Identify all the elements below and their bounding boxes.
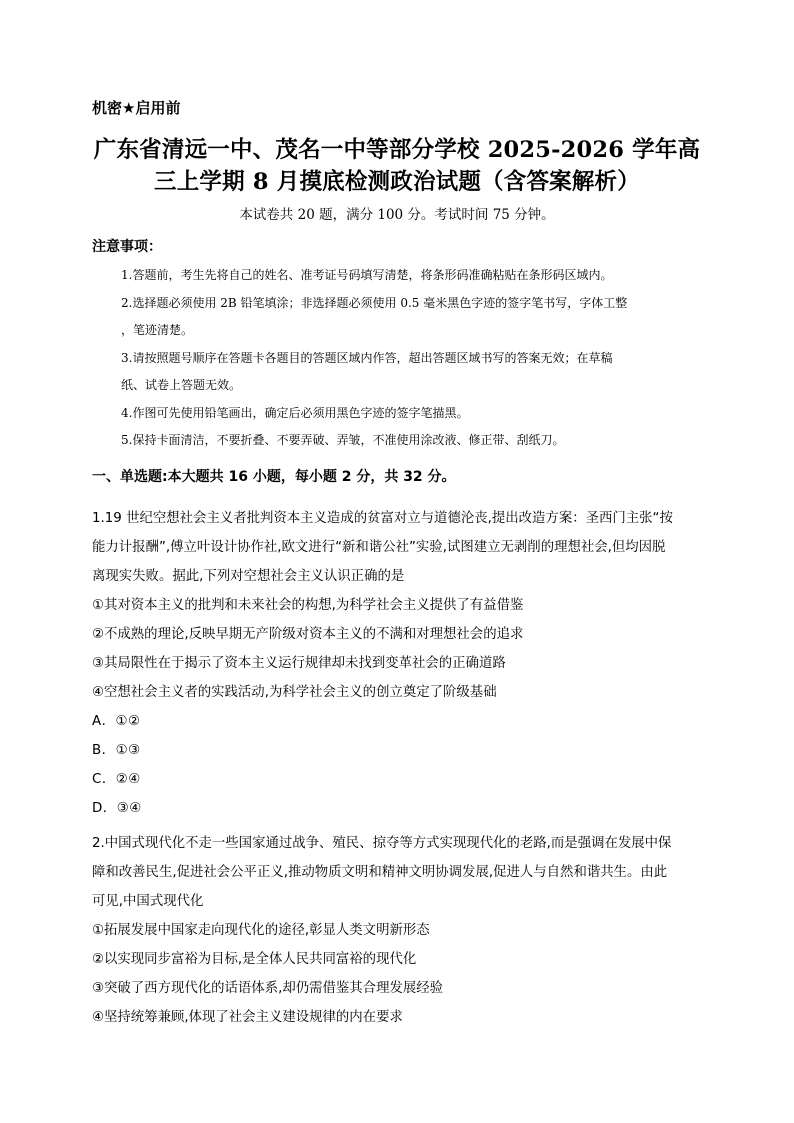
notice-item: 1.答题前，考生先将自己的姓名、准考证号码填写清楚，将条形码准确粘贴在条形码区域内。: [121, 268, 613, 282]
question-1-statement: ④空想社会主义者的实践活动,为科学社会主义的创立奠定了阶级基础: [92, 685, 497, 700]
notice-item: 纸、试卷上答题无效。: [121, 378, 242, 392]
notice-heading: 注意事项：: [92, 239, 162, 255]
question-1-stem: 离现实失败。据此,下列对空想社会主义认识正确的是: [92, 569, 405, 584]
question-1-statement: ①其对资本主义的批判和未来社会的构想,为科学社会主义提供了有益借鉴: [92, 598, 524, 613]
question-2-stem: 障和改善民生,促进社会公平正义,推动物质文明和精神文明协调发展,促进人与自然和谐共生。由此: [92, 865, 668, 880]
exam-title-line-2: 三上学期 8 月摸底检测政治试题（含答案解析）: [154, 169, 640, 195]
notice-item: 3.请按照题号顺序在答题卡各题目的答题区域内作答，超出答题区域书写的答案无效；在草稿: [121, 351, 613, 365]
question-2-statement: ①拓展发展中国家走向现代化的途径,彰显人类文明新形态: [92, 923, 430, 938]
question-1-option-d: D．③④: [92, 801, 142, 816]
question-1-option-b: B．①③: [92, 743, 141, 758]
question-1-stem: 能力计报酬”,傅立叶设计协作社,欧文进行“新和谐公社”实验,试图建立无剥削的理想社会,但均因脱: [92, 540, 666, 555]
exam-info: 本试卷共 20 题，满分 100 分。考试时间 75 分钟。: [239, 207, 555, 223]
confidential-label: 机密★启用前: [92, 99, 181, 117]
notice-item: 5.保持卡面清洁，不要折叠、不要弄破、弄皱，不准使用涂改液、修正带、刮纸刀。: [121, 433, 565, 447]
question-1-option-a: A．①②: [92, 714, 141, 729]
question-2-stem: 2.中国式现代化不走一些国家通过战争、殖民、掠夺等方式实现现代化的老路,而是强调在发展中保: [92, 836, 672, 851]
question-2-statement: ②以实现同步富裕为目标,是全体人民共同富裕的现代化: [92, 952, 417, 967]
notice-item: ，笔迹清楚。: [121, 323, 194, 337]
notice-item: 4.作图可先使用铅笔画出，确定后必须用黑色字迹的签字笔描黑。: [121, 406, 469, 420]
notice-item: 2.选择题必须使用 2B 铅笔填涂；非选择题必须使用 0.5 毫米黑色字迹的签字笔书写，字体工整: [121, 296, 628, 310]
question-2-statement: ④坚持统筹兼顾,体现了社会主义建设规律的内在要求: [92, 1010, 403, 1025]
exam-title-line-1: 广东省清远一中、茂名一中等部分学校 2025-2026 学年高: [93, 137, 701, 163]
section-heading: 一、单选题:本大题共 16 小题，每小题 2 分，共 32 分。: [92, 469, 456, 485]
question-2-statement: ③突破了西方现代化的话语体系,却仍需借鉴其合理发展经验: [92, 981, 444, 996]
question-1-option-c: C．②④: [92, 772, 141, 787]
question-1-stem: 1.19 世纪空想社会主义者批判资本主义造成的贫富对立与道德沦丧,提出改造方案：圣西门主张“按: [92, 511, 673, 526]
question-1-statement: ②不成熟的理论,反映早期无产阶级对资本主义的不满和对理想社会的追求: [92, 627, 524, 642]
question-2-stem: 可见,中国式现代化: [92, 894, 204, 909]
question-1-statement: ③其局限性在于揭示了资本主义运行规律却未找到变革社会的正确道路: [92, 656, 506, 671]
